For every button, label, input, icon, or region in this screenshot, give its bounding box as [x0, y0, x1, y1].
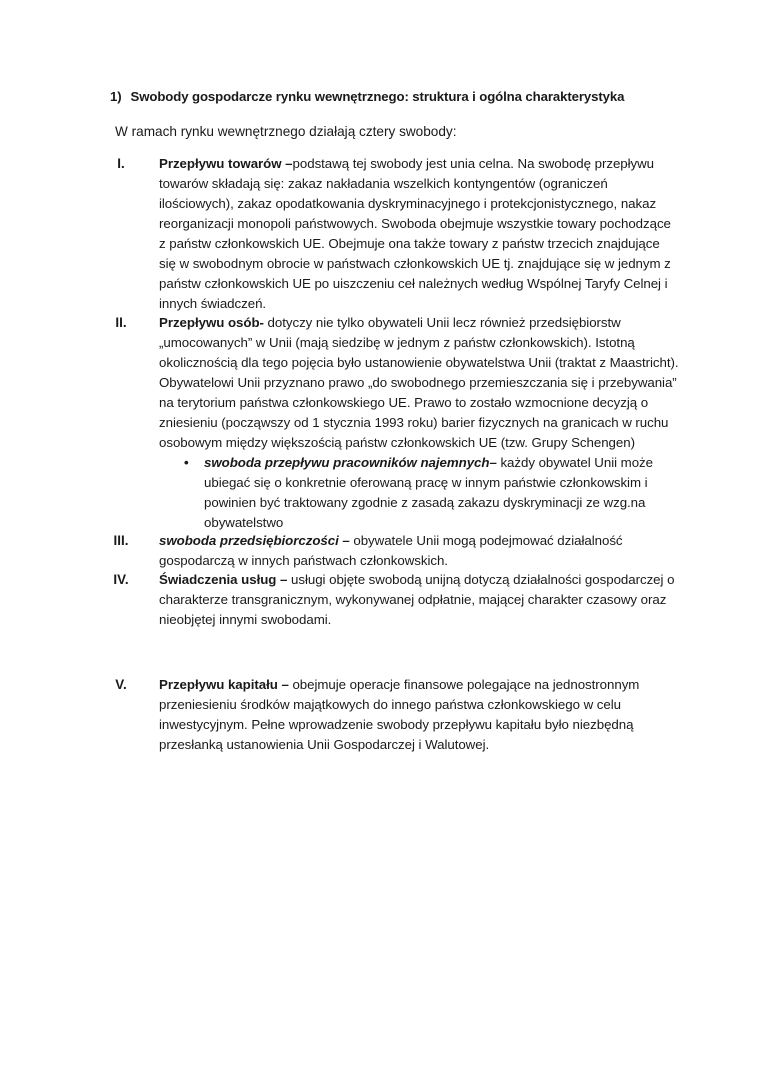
intro-paragraph: W ramach rynku wewnętrznego działają cztery swobody: [115, 124, 457, 139]
item-text: podstawą tej swobody jest unia celna. Na swobodę przepływu towarów składają się: zakaz nakładania wszelkich kontyngentów (ograniczeń ilościowych), zakaz opodatkowania dyskryminacyjnego i protekcjonistycznego, nakaz reorganizacji monopoli państwowych. Swoboda obejmuje wszystkie towary pochodzące z państw członkowskich UE. Obejmuje ona także towary z państw trzecich znajdujące się w swobodnym obrocie w państwach członkowskich UE tj. znajdujące się w jednym z państw członkowskich UE po uiszczeniu ceł należnych według Wspólnej Taryfy Celnej i innych świadczeń. [159, 156, 671, 311]
bullet-dot-icon: • [184, 455, 189, 470]
item-body [159, 675, 680, 755]
list-item-services [100, 570, 680, 630]
item-body [159, 570, 680, 630]
item-text: usługi objęte swobodą unijną dotyczą działalności gospodarczej o charakterze transgranicznym, wykonywanej odpłatnie, mającej charakter czasowy oraz nieobjętej innymi swobodami. [159, 572, 675, 627]
item-lead: Przepływu towarów – [159, 156, 293, 171]
item-body [159, 531, 680, 571]
roman-numeral: II. [115, 315, 127, 330]
item-lead: Przepływu osób- [159, 315, 264, 330]
roman-numeral: V. [115, 677, 127, 692]
list-item-capital [100, 675, 680, 755]
list-item-goods [100, 154, 680, 314]
sub-bullet-workers [184, 453, 674, 533]
bullet-lead: swoboda przepływu pracowników najemnych– [204, 455, 497, 470]
roman-numeral: I. [117, 156, 125, 171]
list-item-establishment [100, 531, 680, 571]
section-heading [110, 89, 624, 104]
heading-text: Swobody gospodarcze rynku wewnętrznego: struktura i ogólna charakterystyka [130, 89, 625, 104]
item-body [159, 154, 680, 314]
item-text: obywatele Unii mogą podejmować działalność gospodarczą w innych państwach członkowskich. [159, 533, 623, 568]
item-lead: Świadczenia usług – [159, 572, 288, 587]
list-item-persons [100, 313, 680, 533]
roman-numeral: IV. [113, 572, 129, 587]
item-lead: swoboda przedsiębiorczości – [159, 533, 350, 548]
roman-numeral: III. [113, 533, 129, 548]
item-text: obejmuje operacje finansowe polegające na jednostronnym przeniesieniu środków majątkowych do innego państwa członkowskiego w celu inwestycyjnym. Pełne wprowadzenie swobody przepływu kapitału było niezbędną przesłanką ustanowienia Unii Gospodarczej i Walutowej. [159, 677, 640, 752]
bullet-text: każdy obywatel Unii może ubiegać się o konkretnie oferowaną pracę w innym państwie członkowskim i powinien być traktowany zgodnie z zasadą zakazu dyskryminacji ze wzg.na obywatelstwo [204, 455, 653, 530]
item-text: dotyczy nie tylko obywateli Unii lecz również przedsiębiorstw „umocowanych” w Unii (mają siedzibę w jednym z państw członkowskich). Istotną okolicznością dla tego pojęcia było ustanowienie obywatelstwa Unii (traktat z Maastricht). Obywatelowi Unii przyznano prawo „do swobodnego przemieszczania się i przebywania” na terytorium państwa członkowskiego UE. Prawo to zostało wzmocnione decyzją o zniesieniu (począwszy od 1 stycznia 1993 roku) barier fizycznych na granicach w ruchu osobowym między większością państw członkowskich UE (tzw. Grupy Schengen) [159, 315, 679, 450]
item-lead: Przepływu kapitału – [159, 677, 289, 692]
item-body [159, 313, 680, 533]
heading-number: 1) [110, 89, 122, 104]
